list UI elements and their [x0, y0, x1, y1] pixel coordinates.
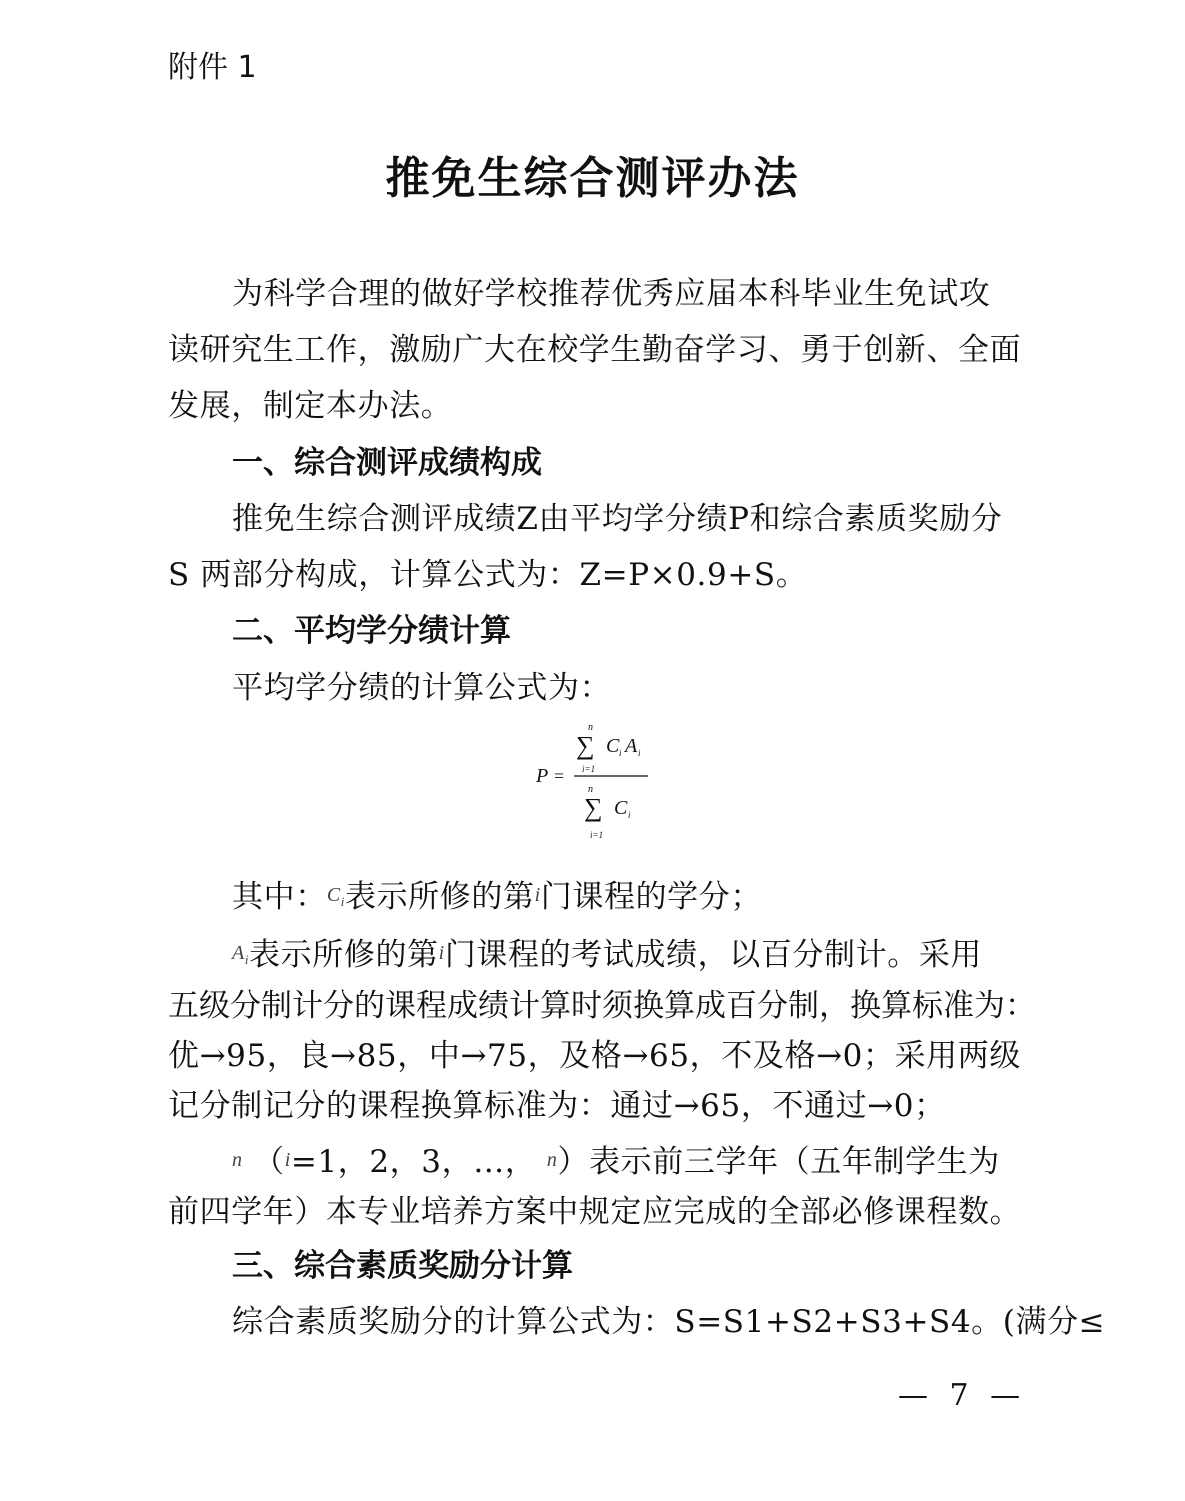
ai-line-3: 优→95，良→85，中→75，及格→65，不及格→0；采用两级: [168, 1038, 1021, 1074]
ai-text-a: 表示所修的第: [249, 937, 439, 973]
page-number: — 7 —: [898, 1378, 1027, 1413]
i-variable-3: i: [284, 1149, 291, 1171]
ai-line-2: 五级分制计分的课程成绩计算时须换算成百分制，换算标准为：: [168, 988, 1036, 1024]
ai-line-4: 记分制记分的课程换算标准为：通过→65，不通过→0；: [168, 1088, 946, 1124]
section-1-heading: 一、综合测评成绩构成: [232, 445, 542, 481]
sum-lower-bottom: i=1: [590, 830, 604, 840]
sum-symbol-top: ∑: [576, 731, 595, 760]
denominator-c-sub: i: [628, 810, 631, 820]
attachment-label: 附件 1: [168, 50, 257, 85]
ai-variable: $A_i$: [232, 942, 250, 967]
ci-definition: [232, 871, 762, 916]
section-3-heading: 三、综合素质奖励分计算: [232, 1248, 573, 1284]
section-3-line-1: 综合素质奖励分的计算公式为：S=S1+S2+S3+S4。(满分≤: [232, 1304, 1106, 1340]
ci-text-a: 表示所修的第: [344, 879, 535, 915]
sum-symbol-bottom: ∑: [584, 793, 603, 822]
document-title: 推免生综合测评办法: [385, 153, 800, 204]
ai-text-b: 门课程的考试成绩，以百分制计。采用: [444, 937, 983, 973]
intro-line-2: 读研究生工作，激励广大在校学生勤奋学习、勇于创新、全面: [168, 332, 1022, 368]
section-2-intro: 平均学分绩的计算公式为：: [232, 670, 612, 706]
intro-line-3: 发展，制定本办法。: [168, 388, 453, 424]
sum-upper-bottom: n: [588, 784, 593, 795]
intro-line-1: 为科学合理的做好学校推荐优秀应届本科毕业生免试攻: [232, 276, 991, 312]
ci-text-b: 门课程的学分；: [540, 879, 762, 915]
section-1-line-1: 推免生综合测评成绩Z由平均学分绩P和综合素质奖励分: [232, 501, 1003, 537]
formula-lhs: P: [536, 765, 549, 787]
where-prefix: 其中：: [232, 879, 327, 915]
n-text-c: ）表示前三学年（五年制学生为: [557, 1144, 1000, 1180]
n-text-a: （: [253, 1144, 285, 1180]
numerator-a: A: [625, 735, 638, 757]
numerator-a-sub: i: [638, 748, 641, 758]
sum-upper-top: n: [588, 722, 593, 733]
formula-equals: =: [554, 766, 565, 786]
section-1-line-2: S 两部分构成，计算公式为：Z=P×0.9+S。: [168, 557, 808, 593]
n-text-b: =1，2，3，…，: [290, 1144, 537, 1180]
denominator-c: C: [614, 797, 628, 819]
section-2-heading: 二、平均学分绩计算: [232, 613, 511, 649]
i-variable: i: [534, 884, 541, 906]
ci-variable: $C_i$: [326, 884, 345, 909]
numerator-c-sub: i: [619, 748, 622, 758]
n-variable-2: n: [546, 1149, 558, 1171]
gpa-formula: [530, 718, 670, 848]
n-variable: n: [232, 1149, 243, 1171]
i-variable-2: i: [438, 942, 445, 964]
sum-lower-top: i=1: [582, 764, 596, 774]
n-definition: [232, 1136, 1000, 1181]
numerator-c: C: [606, 735, 620, 757]
ai-definition: [232, 929, 982, 974]
n-line-2: 前四学年）本专业培养方案中规定应完成的全部必修课程数。: [168, 1194, 1022, 1230]
